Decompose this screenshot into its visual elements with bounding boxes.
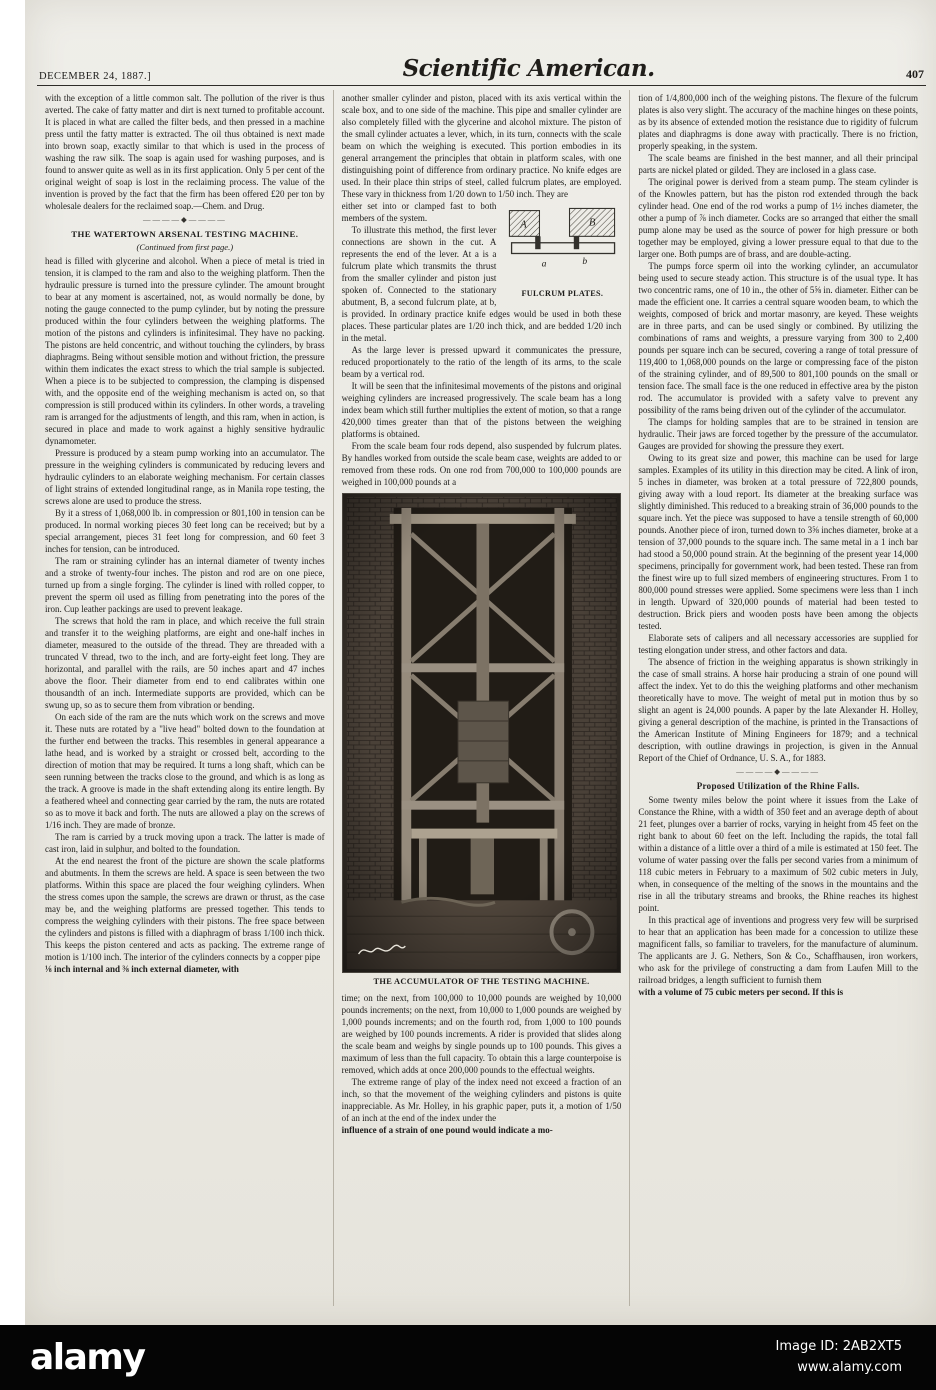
vignette-shading xyxy=(343,494,621,972)
label-B: B xyxy=(589,216,596,229)
label-b: b xyxy=(582,256,588,268)
paragraph: The scale beams are finished in the best manner, and all their principal parts are nickel plated or gilded. They are inclosed in a glass case. xyxy=(638,153,919,175)
page-number: 407 xyxy=(905,67,924,81)
issue-date: DECEMBER 24, 1887.] xyxy=(39,71,152,82)
article-columns xyxy=(37,90,926,1306)
paragraph: Owing to its great size and power, this machine can be used for large samples. Examples of its utility in this direction may be cited. A link of iron, 5 inches in diameter, was broken at a total pressure of 722,800 pounds, giving away with a loud report. Its diameter at the breaking surface was slightly diminished. This reduced to a breaking strain of 36,000 pounds to the square inch. Yet the piece was supposed to have a tensile strength of 60,000 pounds. Another piece of iron, turned down to 3⅝ inches diameter, broke at a tension of 37,000 pounds to the square inch. The same metal in a 1 inch bar had stood a 50,000 pound strain. At the beginning of the present year 14,000 specimens, principally for government work, had been tested. These ran from the finest wire up to full sized members of engineering structures. From 1 to 800,000 pound stresses were applied. Some specimens were less than 1 inch in length. Upward of 320,000 pounds of material had been tested to destruction. Brick piers and wooden posts have been among the objects tested. xyxy=(638,453,919,631)
alamy-logo: alamy xyxy=(30,1337,145,1378)
label-a: a xyxy=(541,258,547,270)
paragraph: either set into or clamped fast to both members of the system. xyxy=(341,201,497,223)
paragraph: head is filled with glycerine and alcohol. When a piece of metal is tried in tension, it is clamped to the ram and also to the weighing platform. Then the hydraulic pressure is turned into the pressure cylinder. The amount brought to bear at any moment is ascertained, not, as would normally be done, by noting the gauge connected to the pump cylinder, but by noting the pressure produced within the four cylinders between the weighing platforms. The motion of the pistons and cylinders is infinitesimal. They have no packing. The pistons are held concentric, and without touching the cylinders, by brass diaphragms. Being without sensible motion and without friction, the pressure within them indicates the exact stress to which the trial sample is subjected. When a piece is to be subjected to compression, the clamping is dispensed with, and the opposite end of the weighing mechanism is acted on, so that compression is still produced within its cylinders. In other words, a traveling ram is arranged for the adjustments of length, and this ram, when in action, is secured in place and made to work against a highly sensitive hydraulic dynamometer. xyxy=(45,256,325,446)
paragraph: another smaller cylinder and piston, placed with its axis vertical within the scale box, and to one side of the machine. This pipe and smaller cylinder are also completely filled with the glycerine and alcohol mixture. The piston of the small cylinder actuates a lever, which, in its turn, connects with the scale beam on which the weighing is executed. This portion embodies in its general arrangement the principles that obtain in platform scales, with one distinguishing point of difference from ordinary practice. No knife edges are used. In their place thin strips of steel, called fulcrum plates, are employed. These vary in thickness from 1/20 down to 1/50 inch. They are xyxy=(341,93,622,199)
paragraph: time; on the next, from 100,000 to 10,000 pounds are weighed by 10,000 pounds increments; on the next, from 10,000 to 1,000 pounds are weighed by 1,000 pounds increments; and on the fourth rod, from 1,000 to 100 pounds are weighed by 100 pounds increments. A rider is provided that slides along the scale beam and weighs by single pounds up to 100 pounds. This gives a maximum of less than the full capacity. To obtain this a large counterpoise is removed, which adds at once 200,000 pounds to the effectual weights. xyxy=(341,993,622,1075)
section-separator: ————◆———— xyxy=(736,767,821,776)
image-id: Image ID: 2AB2XT5 xyxy=(775,1339,902,1355)
paragraph: Elaborate sets of calipers and all necessary accessories are supplied for testing elongation under stress, and other factors and data. xyxy=(638,633,919,655)
fulcrum-plates-figure xyxy=(503,202,621,300)
paragraph: with the exception of a little common salt. The pollution of the river is thus averted. The cake of fatty matter and dirt is next turned to profitable account. It is placed in what are called the filter beds, and then pressed in a machine press until the fatty matter is extracted. The oil thus obtained is next made into brown soap, exactly similar to that which is used in the process of washing the raw silk. The soap is again used for washing purposes, and is found to answer quite as well as in its first application. Only 5 per cent of the original weight of soap is lost in the reclaiming process. The value of the invention is proved by the fact that the firm has been offered £20 per ton by wholesale dealers for the reclaimed soap.—Chem. and Drug. xyxy=(45,93,325,211)
paragraph: To illustrate this method, the first lever connections are shown in the cut. A represents the end of the lever. At a is a fulcrum plate which transmits the thrust from the smaller cylinder and piston just spoken of. Connected to the stationary abutment, B, a second fulcrum plate, at b, is provided. In ordinary practice knife edges would be used in both these places. These particular plates are 1/20 inch thick, and are bedded 1/20 inch in the metal. xyxy=(341,225,622,343)
article-heading: Proposed Utilization of the Rhine Falls. xyxy=(696,781,860,791)
watermark-bar xyxy=(0,1325,936,1390)
alamy-url: www.alamy.com xyxy=(797,1359,902,1375)
paragraph: with a volume of 75 cubic meters per second. If this is xyxy=(638,987,844,997)
fulcrum-plates-diagram xyxy=(503,202,621,286)
paragraph: The ram or straining cylinder has an internal diameter of twenty inches and a stroke of twenty-four inches. The piston and rod are on one piece, turned up from a single forging. The cylinder is lined with rolled copper, to prevent the sperm oil used as filling from penetrating into the pores of the iron. Cup leather packings are used to prevent leakage. xyxy=(45,556,325,614)
paragraph: On each side of the ram are the nuts which work on the screws and move it. These nuts are rotated by a "live head" bolted down to the foundation at the further end between the tracks. This resembles in general appearance a lathe head, and is worked by a straight or crossed belt, according to the direction of motion that may be required. It turns a long shaft, which can be seen running between the tracks close to the ground, and which is as long as the track. A groove is made in the shaft extending along its entire length. By a feathered wheel and connecting gear carried by the ram, the nuts are rotated so as to move it back and forth. The nuts are allowed a play on the screws of 1/16 inch. They are made of bronze. xyxy=(45,712,325,830)
accumulator-engraving xyxy=(342,493,622,973)
paragraph: The extreme range of play of the index need not exceed a fraction of an inch, so that the movement of the weighing cylinders and pistons is quite inappreciable. As Mr. Holley, in his graphic paper, puts it, a motion of 1/50 of an inch at the end of the index under the xyxy=(341,1077,622,1123)
paragraph: By it a stress of 1,068,000 lb. in compression or 801,100 in tension can be produced. In normal working pieces 30 feet long can be received; but by a special arrangement, pieces 31 feet long for compression, and 60 feet 3 inches for tension, can be introduced. xyxy=(45,508,325,554)
fulcrum-figure-caption: FULCRUM PLATES. xyxy=(521,288,604,298)
paragraph: The ram is carried by a truck moving upon a track. The latter is made of cast iron, laid in sulphur, and bolted to the foundation. xyxy=(45,832,325,854)
fulcrum-plate-a xyxy=(536,236,541,249)
paragraph: Some twenty miles below the point where it issues from the Lake of Constance the Rhine, with a width of 350 feet and an average depth of about 21 feet, plunges over a barrier of rocks, varying in height from 45 feet on the right bank to about 60 feet on the left. Including the rapids, the total fall within a distance of a little over a third of a mile is estimated at 150 feet. The volume of water passing over the falls per second varies from a minimum of 118 cubic meters in February to a maximum of 502 cubic meters in July, when, in consequence of the melting of the snows in the mountains and the rise in all the tributary streams and brooks, the Rhine reaches its highest point. xyxy=(638,795,919,913)
label-A: A xyxy=(520,218,528,231)
fulcrum-plate-b xyxy=(574,236,579,249)
paragraph: The clamps for holding samples that are to be strained in tension are hydraulic. Their jaws are forced together by the pressure of the accumulator. Gauges are provided for showing the pressure they exert. xyxy=(638,417,919,451)
paragraph: As the large lever is pressed upward it communicates the pressure, reduced proportionately to the ratio of the length of its arms, to the scale beam by a vertical rod. xyxy=(341,345,622,379)
paragraph: The screws that hold the ram in place, and which receive the full strain and transfer it to the weighing platforms, are eight and one-half inches in diameter, measured to the outside of the thread. They are threaded with a truncated V thread, two to the inch, and are forty-eight feet long. They are horizontal, and parallel with the rails, are 50 inches apart and 47 inches above the floor. Their diameter from end to end calibrates within one thousandth of an inch. Intermediate supports are provided, which can be swung up, so as to secure them from vibration or bending. xyxy=(45,616,325,710)
article-subheading: (Continued from first page.) xyxy=(136,242,234,252)
accumulator-engraving-figure xyxy=(342,493,622,988)
paragraph: From the scale beam four rods depend, also suspended by fulcrum plates. By handles worked from outside the scale beam case, weights are added to or removed from these rods. On one rod from 700,000 to 100,000 pounds are weighed in 100,000 pounds at a xyxy=(341,441,622,487)
lever-bar xyxy=(512,243,615,254)
paragraph: The pumps force sperm oil into the working cylinder, an accumulator being used to secure steady action. This structure is of the usual type. It has two concentric rams, one of 10 in., the other of 5⅝ in. diameter. Either can be made the efficient one. It carries a central square wooden beam, to which the weights, composed of brick and mortar masonry, are keyed. These weights are in three parts, and can be used singly or combined. By utilizing the combinations of rams and weights, a pressure varying from 300 to 2,400 pounds per square inch can be secured, covering a range of total pressure of 119,400 to 1,068,000 pounds on the large or compressing face of the piston of the straining cylinder, and of 89,500 to 801,100 pounds on the small or tension face. The small face is the one reduced in effective area by the piston rod. The accumulator is provided with a safety valve to prevent any possibility of the rams being driven out of the cylinder of the accumulator. xyxy=(638,261,919,415)
section-separator: ————◆———— xyxy=(142,215,227,224)
column-left xyxy=(37,90,333,1306)
paragraph: In this practical age of inventions and progress very few will be surprised to hear that an application has been made for a concession to utilize these magnificent falls, so familiar to travelers, for the manufacture of aluminum. The applicants are J. G. Nethers, Son & Co., Schaffhausen, iron workers, who ask for the privilege of constructing a dam from Laufen Mill to the railroad bridges, a length sufficient to furnish them xyxy=(638,915,919,985)
paragraph: influence of a strain of one pound would indicate a mo- xyxy=(341,1125,553,1135)
paragraph: The absence of friction in the weighing apparatus is shown strikingly in the case of small strains. A horse hair producing a strain of one pound will affect the index. Yet to do this the weighing platforms and other mechanism theoretically have to move. The weight of metal put in motion thus by so slight an agent is 24,000 pounds. A paper by the late Alexander H. Holley, giving a general description of the machine, is printed in the Transactions of the American Institute of Mining Engineers for 1879; and a technical description, with outline drawings in projection, is given in the Annual Report of the Chief of Ordnance, U. S. A., for 1883. xyxy=(638,657,919,763)
column-right xyxy=(629,90,926,1306)
paragraph: tion of 1/4,800,000 inch of the weighing pistons. The flexure of the fulcrum plates is also very slight. The accuracy of the machine hinges on these points, as by its absence of extended motion the resistance due to rigidity of fulcrum plates and diaphragms is done away with practically. There is no friction, properly speaking, in the system. xyxy=(638,93,919,151)
paragraph: At the end nearest the front of the picture are shown the scale platforms and abutments. In them the screws are held. A space is seen between the two platforms. Within this space are placed the four weighing cylinders. When the stress comes upon the sample, the screws are drawn or thrust, as the case may be, and the weighing platforms are pressed together. This tends to compress the weighing cylinders with their pistons. The free space between the cylinders and pistons is filled with a diaphragm of brass 1/100 inch thick. This keeps the piston centered and acts as packing. The extreme range of motion is 1/100 inch. The interior of the cylinders connects by a copper pipe xyxy=(45,856,325,962)
page-header xyxy=(37,52,926,86)
paragraph: The original power is derived from a steam pump. The steam cylinder is of the Knowles pattern, but has the piston rod extended through the back cylinder head. One end of the rod works a pump of 1½ inches diameter, the other a pump of ⅞ inch diameter. Cocks are so arranged that either the small pump alone may be used as the source of power for high pressure or both together may be employed, giving a lower pressure equal to that due to the larger one. Both pumps are of brass, and are double-acting. xyxy=(638,177,919,259)
paragraph: ⅛ inch internal and ⅜ inch external diameter, with xyxy=(45,964,239,974)
watermark-info xyxy=(776,1337,902,1377)
column-middle xyxy=(333,90,630,1306)
paragraph: Pressure is produced by a steam pump working into an accumulator. The pressure in the weighing cylinders is communicated by reducing levers and hydraulic cylinders to an elaborate weighing mechanism. For certain classes of light strains of extended longitudinal range, as in Manila rope testing, the screws alone are used to produce the stress. xyxy=(45,448,325,506)
accumulator-figure-caption: THE ACCUMULATOR OF THE TESTING MACHINE. xyxy=(373,977,590,986)
article-heading: THE WATERTOWN ARSENAL TESTING MACHINE. xyxy=(71,229,299,239)
magazine-page-scan xyxy=(25,0,936,1325)
paragraph: It will be seen that the infinitesimal movements of the pistons and original weighing cylinders are increased progressively. The scale beam has a long index beam which still further multiplies the extent of motion, so that a range 420,000 times greater than that of the pistons between the weighing platforms is obtained. xyxy=(341,381,622,439)
masthead-title: Scientific American. xyxy=(402,55,655,82)
